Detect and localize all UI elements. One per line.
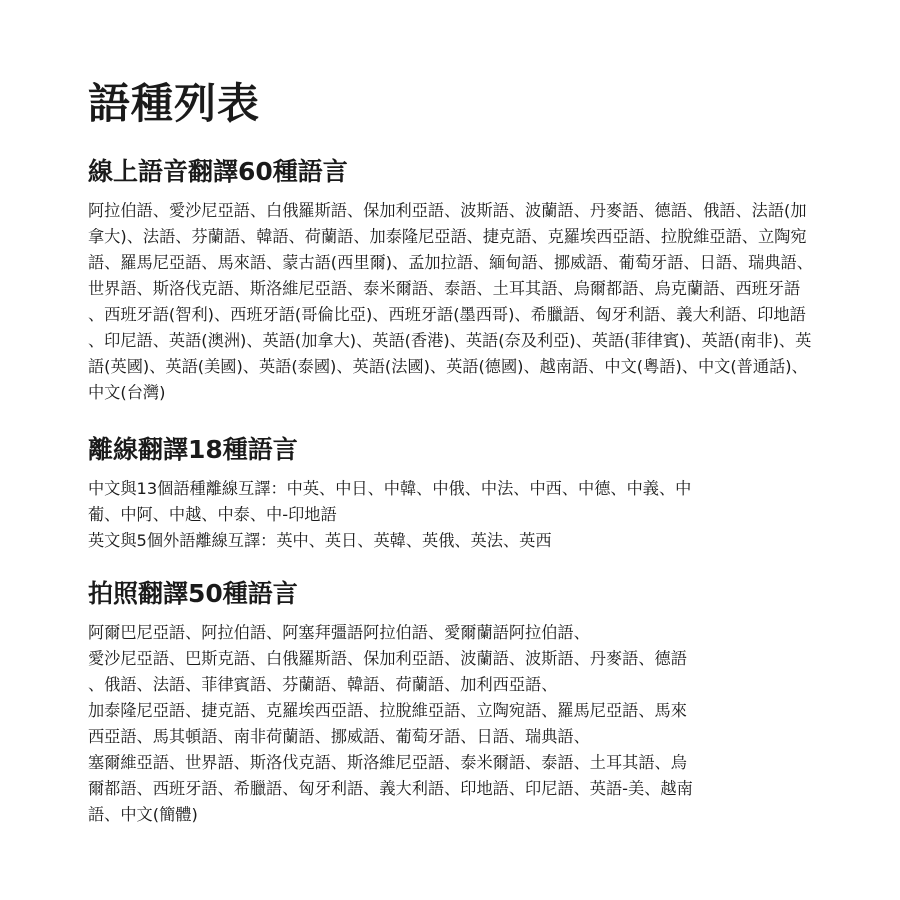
offline-translation-heading: 離線翻譯18種語言: [88, 435, 298, 464]
photo-language-line: 、俄語、法語、菲律賓語、芬蘭語、韓語、荷蘭語、加利西亞語、: [88, 675, 558, 694]
offline-translation-section: [88, 433, 816, 554]
photo-language-line: 加泰隆尼亞語、捷克語、克羅埃西亞語、拉脫維亞語、立陶宛語、羅馬尼亞語、馬來: [88, 701, 687, 720]
photo-translation-heading: 拍照翻譯50種語言: [88, 579, 298, 608]
online-voice-translation-heading: 線上語音翻譯60種語言: [88, 157, 348, 186]
photo-language-line: 語、中文(簡體): [88, 805, 198, 824]
photo-language-line: 西亞語、馬其頓語、南非荷蘭語、挪威語、葡萄牙語、日語、瑞典語、: [88, 727, 590, 746]
photo-language-line: 愛沙尼亞語、巴斯克語、白俄羅斯語、保加利亞語、波蘭語、波斯語、丹麥語、德語: [88, 649, 687, 668]
offline-language-line: 英文與5個外語離線互譯：英中、英日、英韓、英俄、英法、英西: [88, 531, 552, 550]
photo-language-line: 阿爾巴尼亞語、阿拉伯語、阿塞拜彊語阿拉伯語、愛爾蘭語阿拉伯語、: [88, 623, 590, 642]
photo-translation-section: [88, 577, 816, 828]
page-title: 語種列表: [88, 79, 261, 128]
language-list-document: [88, 74, 816, 828]
photo-language-line: 塞爾維亞語、世界語、斯洛伐克語、斯洛維尼亞語、泰米爾語、泰語、土耳其語、烏: [88, 753, 687, 772]
online-voice-translation-section: [88, 155, 816, 406]
online-voice-language-list: 阿拉伯語、愛沙尼亞語、白俄羅斯語、保加利亞語、波斯語、波蘭語、丹麥語、德語、俄語、法語(加拿大)、法語、芬蘭語、韓語、荷蘭語、加泰隆尼亞語、捷克語、克羅埃西亞語、拉脫維亞語、立陶宛語、羅馬尼亞語、馬來語、蒙古語(西里爾)、孟加拉語、緬甸語、挪威語、葡萄牙語、日語、瑞典語、世界語、斯洛伐克語、斯洛維尼亞語、泰米爾語、泰語、土耳其語、烏爾都語、烏克蘭語、西班牙語、西班牙語(智利)、西班牙語(哥倫比亞)、西班牙語(墨西哥)、希臘語、匈牙利語、義大利語、印地語、印尼語、英語(澳洲)、英語(加拿大)、英語(香港)、英語(奈及利亞)、英語(菲律賓)、英語(南非)、英語(英國)、英語(美國)、英語(泰國)、英語(法國)、英語(德國)、越南語、中文(粵語)、中文(普通話)、中文(台灣): [88, 201, 813, 402]
offline-language-line: 葡、中阿、中越、中泰、中-印地語: [88, 505, 337, 524]
offline-language-line: 中文與13個語種離線互譯：中英、中日、中韓、中俄、中法、中西、中德、中義、中: [88, 479, 692, 498]
photo-language-line: 爾都語、西班牙語、希臘語、匈牙利語、義大利語、印地語、印尼語、英語-美、越南: [88, 779, 693, 798]
